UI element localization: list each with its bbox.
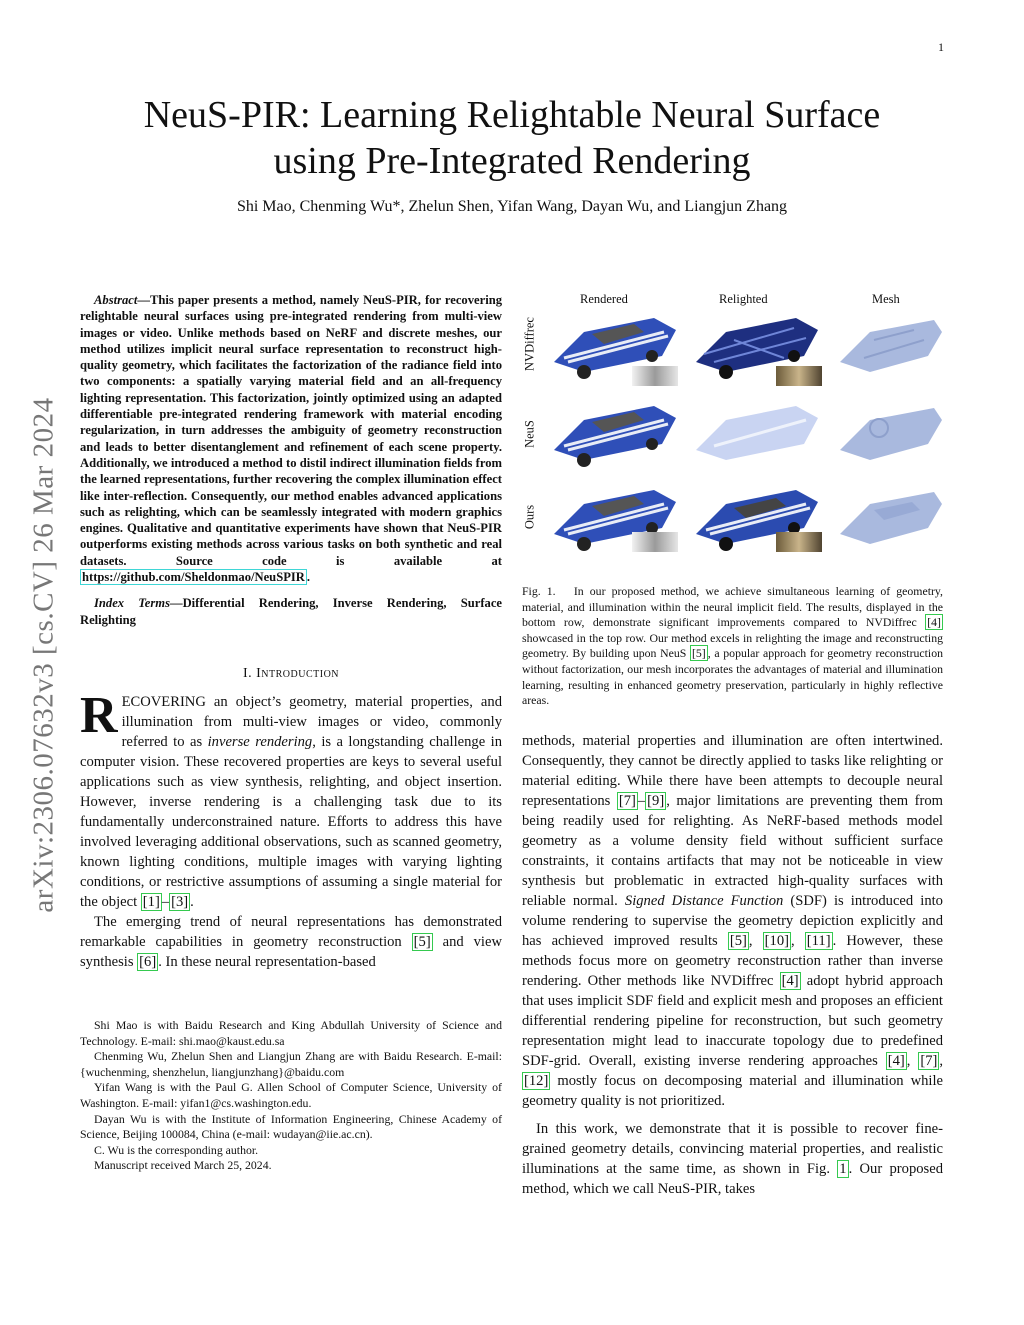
citation-link[interactable]: [4]	[927, 615, 941, 630]
row-head-label: NeuS	[522, 420, 537, 448]
body-text: adopt hybrid approach that uses implicit SDF field and explicit mesh and proposes an efficient differential rendering pipeline for reconstruction, but such geometry representation might lead to inaccurate topology due to predefined SDF-grid. Overall, existing inverse rendering approaches	[522, 972, 943, 1069]
caption-text: In our proposed method, we achieve simultaneous learning of geometry, material, and illumination within the neural implicit field. The results, displayed in the bottom row, demonstrate significant improvements compared to NVDiffrec	[522, 584, 943, 630]
body-text: methods, material properties and illumination are often intertwined. Consequently, they cannot be directly applied to tasks like relighting or material editing. While there have been attempts to decouple neural representations	[522, 732, 943, 809]
footnote: Manuscript received March 25, 2024.	[94, 1158, 272, 1173]
citation-dash: –	[161, 893, 170, 910]
body-text: ,	[791, 932, 805, 949]
car-nvdiffrec-relighted	[696, 318, 822, 386]
car-neus-rendered	[554, 406, 676, 467]
intro-paragraph-2	[80, 912, 502, 972]
citation-link[interactable]: [7]	[618, 792, 636, 809]
page-number: 1	[938, 40, 944, 54]
body-text: , major limitations are preventing them from being readily used for relighting. As NeRF-based methods model geometry as a volume density field without sufficient surface constraints, it contains artifacts that may not be noticeable in view synthesis but problematic in extracted high-quality surfaces with reliable normal.	[522, 792, 943, 909]
intro-paragraph-1	[80, 686, 502, 912]
abstract-text: —This paper presents a method, namely NeuS-PIR, for recovering relightable neural surfaces using pre-integrated rendering from multi-view images or video. Unlike methods based on NeRF and discrete meshes, our method utilizes implicit neural surface representation to reconstruct high-quality geometry, which facilitates the factorization of the radiance field into two components: a spatially varying material field and an all-frequency lighting representation. This factorization, jointly optimized using an adapted differentiable pre-integrated rendering framework with material encoding regularization, in turn addresses the ambiguity of geometry reconstruction and leads to better disentanglement and refinement of each scene property. Additionally, we introduced a method to distil indirect illumination fields from the learned representations, further recovering the complex illumination effect like inter-reflection. Consequently, our method enables advanced applications such as relighting, which can be seamlessly integrated with modern graphics engines. Qualitative and quantitative experiments have shown that NeuS-PIR outperforms existing methods across various tasks on both synthetic and real datasets. Source code is available at	[80, 293, 502, 568]
body-text: ,	[939, 1052, 944, 1069]
car-nvdiffrec-mesh	[840, 320, 942, 372]
intro-text: ECOVERING an object’s geometry, material properties, and illumination from multi-view images or video, commonly referred to as	[121, 693, 502, 750]
citation-link[interactable]: [10]	[764, 932, 789, 949]
footnote: C. Wu is the corresponding author.	[94, 1142, 259, 1157]
caption-label: Fig. 1.	[522, 584, 556, 598]
intro-text: .	[190, 893, 194, 910]
figure-caption	[522, 584, 943, 709]
drop-cap: R	[80, 686, 118, 744]
citation-link[interactable]: [6]	[139, 953, 157, 970]
body-emphasis: Signed Distance Function	[624, 892, 784, 909]
caption-text: showcased in the top row. Our method excels in relighting the image and reconstructing geometry. By building upon NeuS	[522, 630, 943, 661]
car-nvdiffrec-rendered	[554, 318, 678, 386]
intro-text: and view synthesis	[80, 933, 502, 970]
source-code-link[interactable]: https://github.com/Sheldonmao/NeuSPIR	[82, 570, 305, 585]
body-text: . Our proposed method, which we call NeuS-PIR, takes	[522, 1160, 943, 1197]
citation-link[interactable]: [5]	[729, 932, 747, 949]
citation-link[interactable]: [5]	[691, 646, 706, 661]
body-text: mostly focus on decomposing material and illumination while geometry quality is not prioritized.	[522, 1072, 943, 1109]
right-paragraph-2	[522, 1119, 943, 1199]
intro-text: , is a longstanding challenge in computer vision. These recovered properties are keys to several useful applications such as view synthesis, relighting, and object insertion. However, inverse rendering is a challenging task due to its fundamentally underconstrained nature. Efforts to address this have involved leveraging additional observations, such as scanned geometry, known lighting conditions, multiple images with varying lighting conditions, or restrictive assumptions of assuming a single material for the object	[80, 733, 502, 910]
citation-link[interactable]: [3]	[171, 893, 189, 910]
citation-link[interactable]: [12]	[524, 1072, 549, 1089]
section-number: I.	[242, 665, 253, 681]
section-title: Introduction	[256, 665, 340, 681]
intro-emphasis: inverse rendering	[207, 733, 313, 750]
figure-image-grid	[544, 310, 943, 560]
author-list: Shi Mao, Chenming Wu*, Zhelun Shen, Yifan Wang, Dayan Wu, and Liangjun Zhang	[236, 198, 788, 215]
arxiv-stamp-text: arXiv:2306.07632v3 [cs.CV] 26 Mar 2024	[27, 397, 60, 913]
abstract-label: Abstract	[94, 293, 138, 307]
citation-dash: –	[637, 792, 646, 809]
footnote: Chenming Wu, Zhelun Shen and Liangjun Zhang are with Baidu Research. E-mail: {wuchenming, shenzhelun, liangjunzhang}@baidu.com	[80, 1049, 502, 1079]
caption-text: , a popular approach for geometry reconstruction without factorization, our mesh incorporates the advantages of material and illumination learning, resulting in enhanced geometry preservation, particularly in highly reflective areas.	[522, 646, 943, 708]
car-ours-mesh	[840, 492, 942, 544]
figure-1	[522, 292, 943, 562]
body-text: ,	[906, 1052, 919, 1069]
citation-link[interactable]: [11]	[806, 932, 831, 949]
column-head-rendered: Rendered	[580, 292, 628, 306]
car-ours-relighted	[696, 490, 822, 552]
abstract-end: .	[306, 570, 311, 585]
left-column	[80, 292, 502, 1174]
citation-link[interactable]: [4]	[781, 972, 799, 989]
citation-link[interactable]: [5]	[413, 933, 431, 950]
arxiv-stamp	[14, 345, 74, 965]
title-line-2: using Pre-Integrated Rendering	[273, 140, 751, 182]
car-ours-rendered	[554, 490, 678, 552]
intro-body	[80, 686, 502, 972]
abstract	[80, 292, 502, 585]
intro-text: The emerging trend of neural representations has demonstrated remarkable capabilities in geometry reconstruction	[80, 913, 502, 950]
citation-link[interactable]: [7]	[920, 1052, 938, 1069]
intro-text: . In these neural representation-based	[158, 953, 376, 970]
right-column	[522, 292, 943, 1199]
footnote: Yifan Wang is with the Paul G. Allen School of Computer Science, University of Washington. E-mail: yifan1@cs.washington.edu.	[80, 1080, 502, 1110]
section-heading	[80, 666, 502, 682]
citation-link[interactable]: [9]	[647, 792, 665, 809]
car-neus-mesh	[840, 408, 942, 460]
row-head-label: Ours	[522, 504, 537, 530]
right-body	[522, 731, 943, 1199]
right-paragraph-1	[522, 731, 943, 1111]
body-text: In this work, we demonstrate that it is possible to recover fine-grained geometry details, convincing material properties, and realistic illuminations at the same time, as shown in Fig.	[522, 1120, 943, 1177]
index-terms-text: —Differential Rendering, Inverse Rendering, Surface Relighting	[80, 596, 503, 627]
row-head-label: NVDiffrec	[522, 317, 537, 371]
index-terms	[80, 595, 502, 628]
paper-title	[0, 92, 1024, 184]
citation-link[interactable]: [1]	[142, 893, 160, 910]
body-text: . However, these methods focus more on geometry reconstruction rather than inverse rendering. Other methods like NVDiffrec	[522, 932, 944, 989]
footnote: Dayan Wu is with the Institute of Information Engineering, Chinese Academy of Science, Beijing 100084, China (e-mail: wudayan@iie.ac.cn).	[80, 1111, 502, 1142]
column-head-mesh: Mesh	[872, 292, 900, 306]
index-terms-label: Index Terms	[94, 596, 170, 611]
citation-link[interactable]: [4]	[887, 1052, 905, 1069]
body-text: ,	[748, 932, 763, 949]
column-head-relighted: Relighted	[719, 292, 768, 306]
body-text: (SDF) is introduced into volume rendering to supervise the geometry depiction explicitly and has achieved improved results	[522, 892, 943, 949]
footnotes	[80, 1018, 502, 1174]
footnote: Shi Mao is with Baidu Research and King Abdullah University of Science and Technology. E-mail: shi.mao@kaust.edu.sa	[80, 1017, 502, 1048]
figure-reference-link[interactable]: 1	[839, 1160, 847, 1177]
title-line-1: NeuS-PIR: Learning Relightable Neural Surface	[143, 94, 881, 136]
car-neus-relighted	[696, 406, 818, 460]
